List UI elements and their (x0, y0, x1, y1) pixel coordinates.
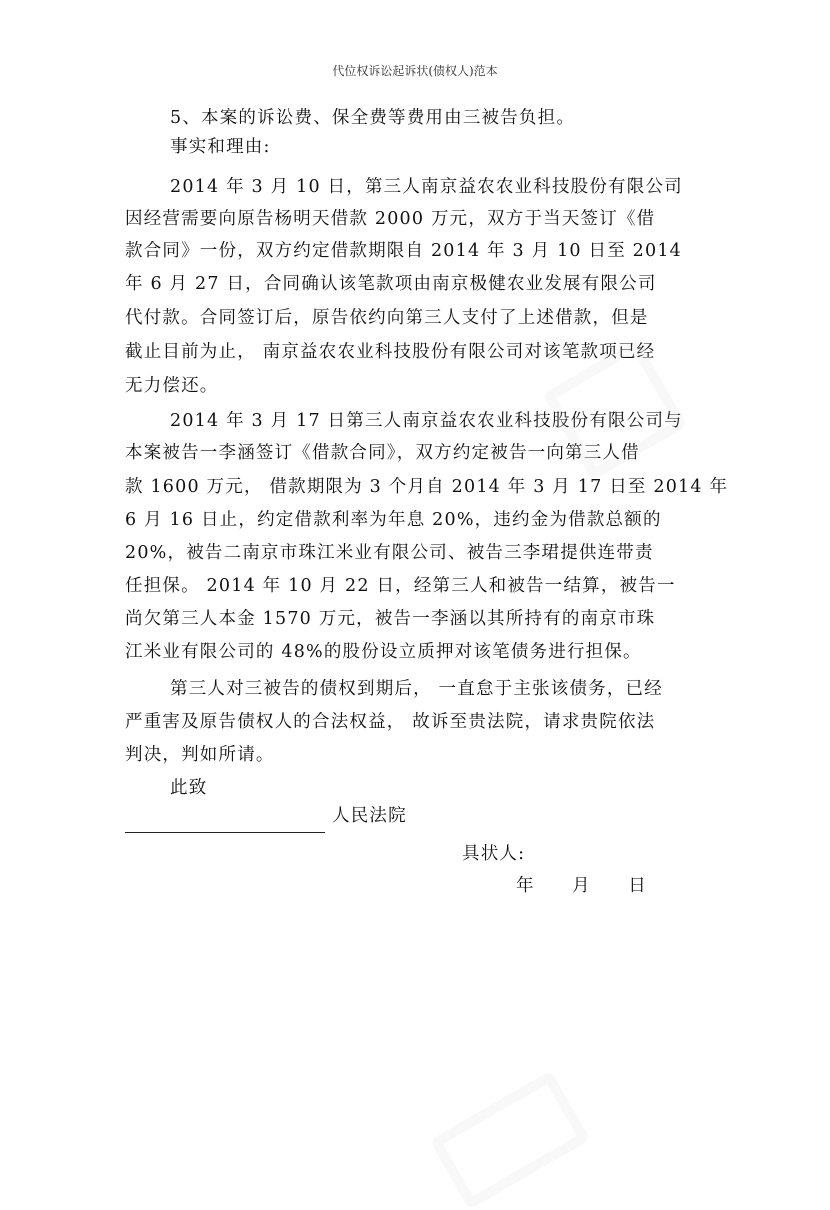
para1-line: 因经营需要向原告杨明天借款 2000 万元，双方于当天签订《借 (125, 209, 656, 229)
para1-line: 款合同》一份，双方约定借款期限自 2014 年 3 月 10 日至 2014 (125, 241, 683, 261)
para3-line: 第三人对三被告的债权到期后， 一直怠于主张该债务，已经 (170, 679, 663, 699)
court-blank-underline (125, 832, 325, 833)
para2-line: 江米业有限公司的 48%的股份设立质押对该笔债务进行担保。 (125, 642, 642, 662)
facts-heading: 事实和理由: (170, 137, 271, 157)
date-line: 年 月 日 (516, 876, 647, 896)
para2-line: 本案被告一李涵签订《借款合同》，双方约定被告一向第三人借 (125, 443, 640, 463)
signer-label: 具状人: (462, 844, 526, 864)
watermark-shape (429, 1070, 590, 1209)
court-name: 人民法院 (332, 806, 407, 826)
para2-line: 20%，被告二南京市珠江米业有限公司、被告三李珺提供连带责 (125, 543, 654, 563)
para3-line: 严重害及原告债权人的合法权益， 故诉至贵法院，请求贵院依法 (125, 712, 656, 732)
closing-salutation: 此致 (170, 778, 208, 798)
page-header: 代位权诉讼起诉状(债权人)范本 (332, 64, 498, 78)
para2-line: 尚欠第三人本金 1570 万元，被告一李涵以其所持有的南京市珠 (125, 609, 656, 629)
para2-line: 2014 年 3 月 17 日第三人南京益农农业科技股份有限公司与 (170, 411, 683, 431)
para2-line: 6 月 16 日止，约定借款利率为年息 20%，违约金为借款总额的 (125, 510, 662, 530)
para1-line: 无力偿还。 (125, 376, 219, 396)
para3-line: 判决，判如所请。 (125, 745, 275, 765)
para1-line: 2014 年 3 月 10 日，第三人南京益农农业科技股份有限公司 (170, 177, 683, 197)
para1-line: 年 6 月 27 日，合同确认该笔款项由南京极健农业发展有限公司 (125, 274, 657, 294)
para1-line: 截止目前为止， 南京益农农业科技股份有限公司对该笔款项已经 (125, 342, 656, 362)
para2-line: 任担保。 2014 年 10 月 22 日，经第三人和被告一结算，被告一 (125, 576, 676, 596)
para2-line: 款 1600 万元， 借款期限为 3 个月自 2014 年 3 月 17 日至 2014 年 (125, 477, 729, 497)
para1-line: 代付款。合同签订后，原告依约向第三人支付了上述借款，但是 (125, 308, 649, 328)
claim-item-5: 5、本案的诉讼费、保全费等费用由三被告负担。 (170, 108, 576, 128)
